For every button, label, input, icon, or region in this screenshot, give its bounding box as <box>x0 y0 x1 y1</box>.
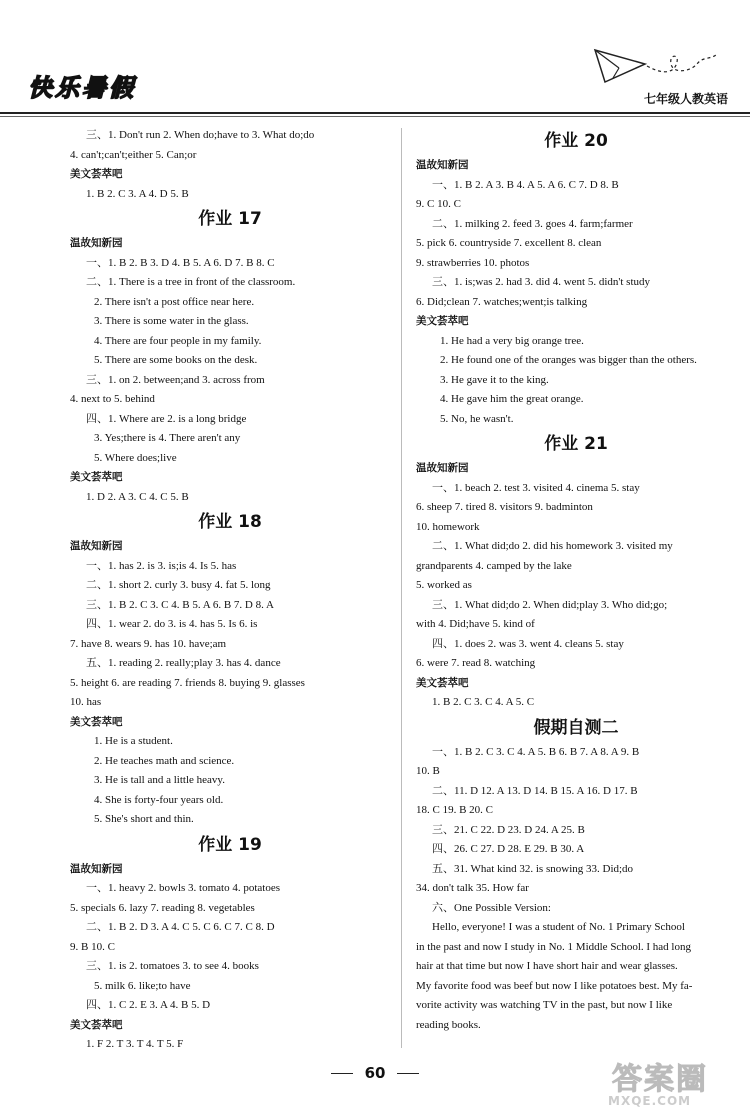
answer-line: 三、1. What did;do 2. When did;play 3. Who did;go; <box>432 598 668 611</box>
section-subheading: 美文荟萃吧 <box>70 471 123 483</box>
header-logo <box>28 68 178 112</box>
answer-line: 四、26. C 27. D 28. E 29. B 30. A <box>432 843 585 855</box>
section-subheading: 美文荟萃吧 <box>70 1018 123 1031</box>
section-subheading: 美文荟萃吧 <box>416 315 469 327</box>
answer-line: 3. He gave it to the king. <box>440 373 549 386</box>
right-column <box>416 126 736 1035</box>
answer-line: 4. He gave him the great orange. <box>440 393 584 405</box>
answer-line: 2. He found one of the oranges was bigger than the others. <box>440 354 697 366</box>
section-subheading: 温故知新园 <box>416 159 469 171</box>
answer-line: 五、31. What kind 32. is snowing 33. Did;do <box>432 862 634 875</box>
section-title: 作业 18 <box>198 512 262 532</box>
answer-line: 一、1. beach 2. test 3. visited 4. cinema 5. stay <box>432 481 640 494</box>
answer-line: 四、1. does 2. was 3. went 4. cleans 5. stay <box>432 637 624 650</box>
answer-line: 18. C 19. B 20. C <box>416 804 494 816</box>
answer-line: 1. He is a student. <box>94 735 173 747</box>
answer-line: reading books. <box>416 1018 481 1031</box>
answer-line: 三、1. Don't run 2. When do;have to 3. What do;do <box>86 129 315 141</box>
section-subheading: 温故知新园 <box>70 237 123 249</box>
answer-line: 5. specials 6. lazy 7. reading 8. vegetables <box>70 901 255 914</box>
answer-line: 10. homework <box>416 520 480 533</box>
answer-line: 1. B 2. C 3. C 4. A 5. C <box>432 696 535 708</box>
answer-line: 二、1. What did;do 2. did his homework 3. visited my <box>432 540 673 552</box>
section-subheading: 美文荟萃吧 <box>416 676 469 689</box>
answer-line: 4. She is forty-four years old. <box>94 793 224 806</box>
answer-line: 1. He had a very big orange tree. <box>440 334 584 347</box>
answer-line: 6. Did;clean 7. watches;went;is talking <box>416 295 588 308</box>
answer-line: 10. has <box>70 696 102 708</box>
answer-line: Hello, everyone! I was a student of No. 1 Primary School <box>432 921 685 933</box>
answer-line: 3. Yes;there is 4. There aren't any <box>94 432 241 444</box>
answer-line: 二、11. D 12. A 13. D 14. B 15. A 16. D 17. B <box>432 784 638 797</box>
page-number: 60 <box>0 1064 750 1082</box>
section-subheading: 美文荟萃吧 <box>70 168 123 180</box>
header-subtitle: 七年级人教英语 <box>643 92 728 106</box>
column-divider <box>401 128 402 1048</box>
answer-line: 34. don't talk 35. How far <box>416 882 529 894</box>
section-title: 作业 17 <box>198 209 262 229</box>
answer-line: grandparents 4. camped by the lake <box>416 559 572 572</box>
answer-line: 三、1. on 2. between;and 3. across from <box>86 373 265 386</box>
answer-line: 三、1. is;was 2. had 3. did 4. went 5. didn't study <box>432 276 651 288</box>
answer-line: 5. height 6. are reading 7. friends 8. buying 9. glasses <box>70 676 305 689</box>
watermark-url: MXQE.COM <box>608 1094 692 1108</box>
answer-line: 5. There are some books on the desk. <box>94 354 258 366</box>
answer-line: My favorite food was beef but now I like potatoes best. My fa- <box>416 979 693 992</box>
answer-line: 5. worked as <box>416 579 472 591</box>
answer-line: 四、1. C 2. E 3. A 4. B 5. D <box>86 999 211 1011</box>
section-subheading: 美文荟萃吧 <box>70 715 123 728</box>
answer-line: 5. Where does;live <box>94 451 177 464</box>
answer-line: 9. strawberries 10. photos <box>416 256 530 269</box>
answer-line: 9. B 10. C <box>70 940 115 953</box>
answer-line: 5. pick 6. countryside 7. excellent 8. clean <box>416 237 602 249</box>
answer-line: 一、1. heavy 2. bowls 3. tomato 4. potatoes <box>86 882 281 894</box>
section-title: 作业 21 <box>544 434 608 454</box>
answer-line: 三、21. C 22. D 23. D 24. A 25. B <box>432 823 585 836</box>
answer-line: 四、1. Where are 2. is a long bridge <box>86 412 247 425</box>
answer-line: 四、1. wear 2. do 3. is 4. has 5. Is 6. is <box>86 618 258 630</box>
answer-line: 二、1. short 2. curly 3. busy 4. fat 5. long <box>86 579 271 591</box>
answer-line: 二、1. There is a tree in front of the classroom. <box>86 276 296 288</box>
answer-line: 10. B <box>416 765 440 777</box>
answer-line: hair at that time but now I have short hair and wear glasses. <box>416 960 678 972</box>
answer-line: 2. There isn't a post office near here. <box>94 295 255 308</box>
section-subheading: 温故知新园 <box>70 862 123 875</box>
answer-line: 6. sheep 7. tired 8. visitors 9. badminton <box>416 501 593 513</box>
answer-line: 一、1. has 2. is 3. is;is 4. Is 5. has <box>86 559 237 572</box>
answer-line: 1. B 2. C 3. A 4. D 5. B <box>86 187 189 200</box>
section-title: 假期自测二 <box>533 717 619 738</box>
answer-line: 9. C 10. C <box>416 198 461 210</box>
paper-plane-icon <box>585 42 720 90</box>
section-title: 作业 20 <box>544 131 608 151</box>
section-title: 作业 19 <box>198 834 262 855</box>
answer-line: 5. milk 6. like;to have <box>94 979 191 992</box>
answer-line: with 4. Did;have 5. kind of <box>416 618 535 630</box>
watermark <box>600 1050 740 1110</box>
answer-line: 一、1. B 2. A 3. B 4. A 5. A 6. C 7. D 8. B <box>432 178 619 191</box>
answer-line: 1. D 2. A 3. C 4. C 5. B <box>86 490 189 503</box>
answer-line: 3. He is tall and a little heavy. <box>94 774 225 786</box>
left-column <box>70 126 390 1055</box>
answer-line: 二、1. B 2. D 3. A 4. C 5. C 6. C 7. C 8. D <box>86 921 275 933</box>
watermark-logo-text: 答案圈 <box>612 1062 708 1097</box>
answer-line: 2. He teaches math and science. <box>94 754 235 767</box>
answer-line: 五、1. reading 2. really;play 3. has 4. dance <box>86 657 281 669</box>
answer-line: vorite activity was watching TV in the past, but now I like <box>416 999 673 1011</box>
header-rule <box>0 112 750 114</box>
header-logo-text: 快乐暑假 <box>28 74 136 102</box>
answer-line: 一、1. B 2. B 3. D 4. B 5. A 6. D 7. B 8. C <box>86 256 275 269</box>
answer-line: 六、One Possible Version: <box>432 901 551 914</box>
answer-line: in the past and now I study in No. 1 Middle School. I had long <box>416 940 691 953</box>
answer-line: 5. She's short and thin. <box>94 813 194 825</box>
answer-line: 4. next to 5. behind <box>70 393 155 405</box>
answer-line: 二、1. milking 2. feed 3. goes 4. farm;farmer <box>432 217 633 230</box>
answer-line: 1. F 2. T 3. T 4. T 5. F <box>86 1038 184 1050</box>
answer-line: 7. have 8. wears 9. has 10. have;am <box>70 637 227 650</box>
answer-line: 5. No, he wasn't. <box>440 412 514 425</box>
answer-line: 一、1. B 2. C 3. C 4. A 5. B 6. B 7. A 8. A 9. B <box>432 745 640 758</box>
header-rule-thin <box>0 116 750 117</box>
answer-line: 三、1. is 2. tomatoes 3. to see 4. books <box>86 960 259 972</box>
answer-line: 4. There are four people in my family. <box>94 334 262 347</box>
answer-line: 6. were 7. read 8. watching <box>416 657 536 669</box>
answer-line: 三、1. B 2. C 3. C 4. B 5. A 6. B 7. D 8. A <box>86 598 274 611</box>
answer-line: 4. can't;can't;either 5. Can;or <box>70 148 197 161</box>
answer-line: 3. There is some water in the glass. <box>94 315 249 327</box>
section-subheading: 温故知新园 <box>70 540 123 552</box>
section-subheading: 温故知新园 <box>416 462 469 474</box>
